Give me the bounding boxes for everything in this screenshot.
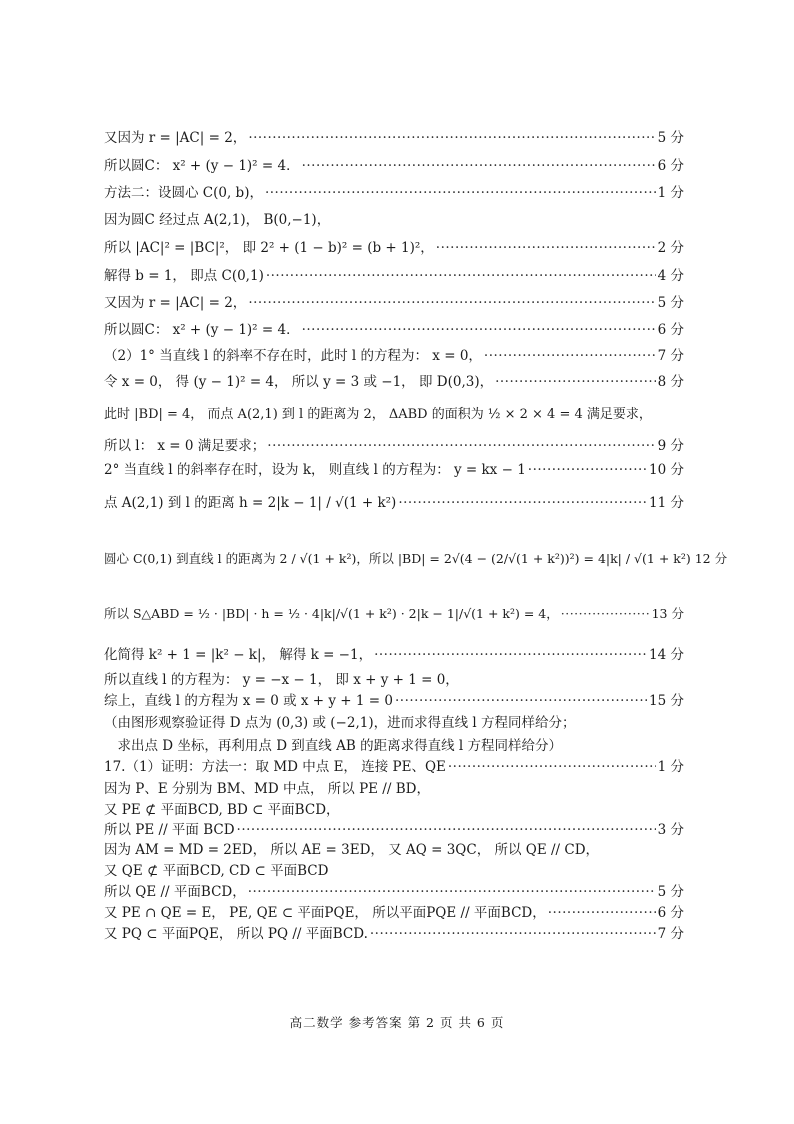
- score-label: 5 分: [657, 884, 684, 900]
- answer-line: [104, 548, 728, 570]
- answer-line: [104, 460, 684, 480]
- answer-line: [104, 492, 684, 514]
- answer-line: [104, 840, 684, 860]
- answer-line: [104, 820, 684, 840]
- line-text: 又 PQ ⊂ 平面PQE， 所以 PQ // 平面BCD.: [104, 926, 368, 942]
- answer-line: [104, 645, 684, 665]
- leader-dots: [370, 924, 656, 944]
- score-label: 15 分: [649, 693, 684, 709]
- score-label: 9 分: [657, 438, 684, 454]
- leader-dots: [448, 757, 656, 777]
- leader-dots: [265, 183, 656, 203]
- answer-line: [104, 210, 684, 230]
- answer-line: [104, 266, 684, 286]
- line-text: 因为圆C 经过点 A(2,1)， B(0,−1)，: [104, 212, 331, 228]
- score-label: 13 分: [651, 606, 684, 621]
- line-text: 所以 PE // 平面 BCD: [104, 822, 235, 838]
- score-label: 8 分: [657, 374, 684, 390]
- line-text: 点 A(2,1) 到 l 的距离 h = 2|k − 1| / √(1 + k²): [104, 495, 397, 511]
- answer-line: [104, 156, 684, 176]
- line-text: 又 PE ⊄ 平面BCD, BD ⊂ 平面BCD，: [104, 802, 340, 818]
- line-text: 方法二：设圆心 C(0, b)，: [104, 185, 263, 201]
- line-text: 此时 |BD| = 4， 而点 A(2,1) 到 l 的距离为 2， ΔABD 的面积为 ½ × 2 × 4 = 4 满足要求，: [104, 407, 652, 422]
- line-text: 因为 AM = MD = 2ED， 所以 AE = 3ED， 又 AQ = 3QC， 所以 QE // CD，: [104, 842, 600, 858]
- leader-dots: [266, 266, 656, 286]
- answer-line: [104, 404, 684, 426]
- score-label: 6 分: [657, 322, 684, 338]
- leader-dots: [374, 645, 647, 665]
- answer-line: [104, 800, 684, 820]
- answer-line: [104, 903, 684, 923]
- leader-dots: [436, 238, 656, 258]
- answer-line: [104, 320, 684, 340]
- line-text: （2）1° 当直线 l 的斜率不存在时，此时 l 的方程为： x = 0，: [104, 348, 482, 364]
- score-label: 1 分: [657, 759, 684, 775]
- line-text: （由图形观察验证得 D 点为 (0,3) 或 (−2,1)，进而求得直线 l 方程同样给分；: [104, 715, 576, 731]
- leader-dots: [267, 436, 655, 456]
- score-label: 3 分: [657, 822, 684, 838]
- score-label: 5 分: [657, 130, 684, 146]
- answer-line: [104, 183, 684, 203]
- line-text: 令 x = 0， 得 (y − 1)² = 4， 所以 y = 3 或 −1， 即 D(0,3)，: [104, 374, 494, 390]
- line-text: 求出点 D 坐标，再利用点 D 到直线 AB 的距离求得直线 l 方程同样给分）: [104, 738, 562, 754]
- line-text: 2° 当直线 l 的斜率存在时，设为 k， 则直线 l 的方程为： y = kx − 1: [104, 462, 526, 478]
- leader-dots: [528, 460, 647, 480]
- leader-dots: [484, 346, 656, 366]
- line-text: 圆心 C(0,1) 到直线 l 的距离为 2 / √(1 + k²)，所以 |BD| = 2√(4 − (2/√(1 + k²))²) = 4|k| / √(1 + k²): [104, 551, 691, 566]
- answer-line: [104, 670, 684, 690]
- answer-line: [104, 436, 684, 456]
- leader-dots: [248, 128, 655, 148]
- leader-dots: [548, 903, 656, 923]
- answer-line: [104, 924, 684, 944]
- score-label: 6 分: [657, 905, 684, 921]
- line-text: 又因为 r = |AC| = 2，: [104, 130, 247, 146]
- leader-dots: [248, 882, 656, 902]
- score-label: 11 分: [649, 495, 684, 511]
- line-text: 所以 |AC|² = |BC|²， 即 2² + (1 − b)² = (b + 1)²，: [104, 240, 434, 256]
- line-text: 又因为 r = |AC| = 2，: [104, 295, 247, 311]
- line-text: 因为 P、E 分别为 BM、MD 中点， 所以 PE // BD，: [104, 781, 430, 797]
- score-label: 1 分: [657, 185, 684, 201]
- score-label: 12 分: [694, 551, 728, 566]
- line-text: 所以 S△ABD = ½ · |BD| · h = ½ · 4|k|/√(1 + k²) · 2|k − 1|/√(1 + k²) = 4，: [104, 606, 559, 621]
- line-text: 所以圆C： x² + (y − 1)² = 4．: [104, 322, 300, 338]
- answer-line: [104, 779, 684, 799]
- leader-dots: [248, 293, 655, 313]
- answer-line: [104, 238, 684, 258]
- score-label: 7 分: [657, 926, 684, 942]
- score-label: 2 分: [657, 240, 684, 256]
- score-label: 6 分: [657, 158, 684, 174]
- line-text: 所以圆C： x² + (y − 1)² = 4．: [104, 158, 300, 174]
- leader-dots: [495, 372, 656, 392]
- answer-line: [104, 713, 684, 733]
- answer-line: [104, 691, 684, 711]
- line-text: 解得 b = 1， 即点 C(0,1): [104, 268, 264, 284]
- answer-line: [104, 736, 684, 756]
- answer-line: [104, 861, 684, 881]
- page-footer: 高二数学 参考答案 第 2 页 共 6 页: [289, 1015, 505, 1030]
- line-text: 又 QE ⊄ 平面BCD, CD ⊂ 平面BCD: [104, 863, 329, 879]
- score-label: 10 分: [649, 462, 684, 478]
- score-label: 14 分: [649, 647, 684, 663]
- score-label: 4 分: [657, 268, 684, 284]
- answer-line: [104, 128, 684, 148]
- answer-line: [104, 293, 684, 313]
- line-text: 所以 l： x = 0 满足要求；: [104, 438, 266, 454]
- line-text: 17.（1）证明：方法一：取 MD 中点 E， 连接 PE、QE: [104, 759, 446, 775]
- leader-dots: [237, 820, 656, 840]
- line-text: 化简得 k² + 1 = |k² − k|， 解得 k = −1，: [104, 647, 373, 663]
- leader-dots: [302, 320, 656, 340]
- score-label: 5 分: [657, 295, 684, 311]
- answer-line: [104, 882, 684, 902]
- leader-dots: [302, 156, 656, 176]
- leader-dots: [395, 691, 647, 711]
- score-label: 7 分: [657, 348, 684, 364]
- answer-line: [104, 346, 684, 366]
- answer-line: [104, 603, 684, 625]
- answer-line: [104, 757, 684, 777]
- answer-line: [104, 372, 684, 392]
- leader-dots: [398, 492, 647, 514]
- line-text: 所以直线 l 的方程为： y = −x − 1， 即 x + y + 1 = 0，: [104, 672, 459, 688]
- line-text: 所以 QE // 平面BCD，: [104, 884, 246, 900]
- line-text: 又 PE ∩ QE = E， PE, QE ⊂ 平面PQE， 所以平面PQE // 平面BCD，: [104, 905, 546, 921]
- line-text: 综上，直线 l 的方程为 x = 0 或 x + y + 1 = 0: [104, 693, 393, 709]
- leader-dots: [561, 603, 650, 625]
